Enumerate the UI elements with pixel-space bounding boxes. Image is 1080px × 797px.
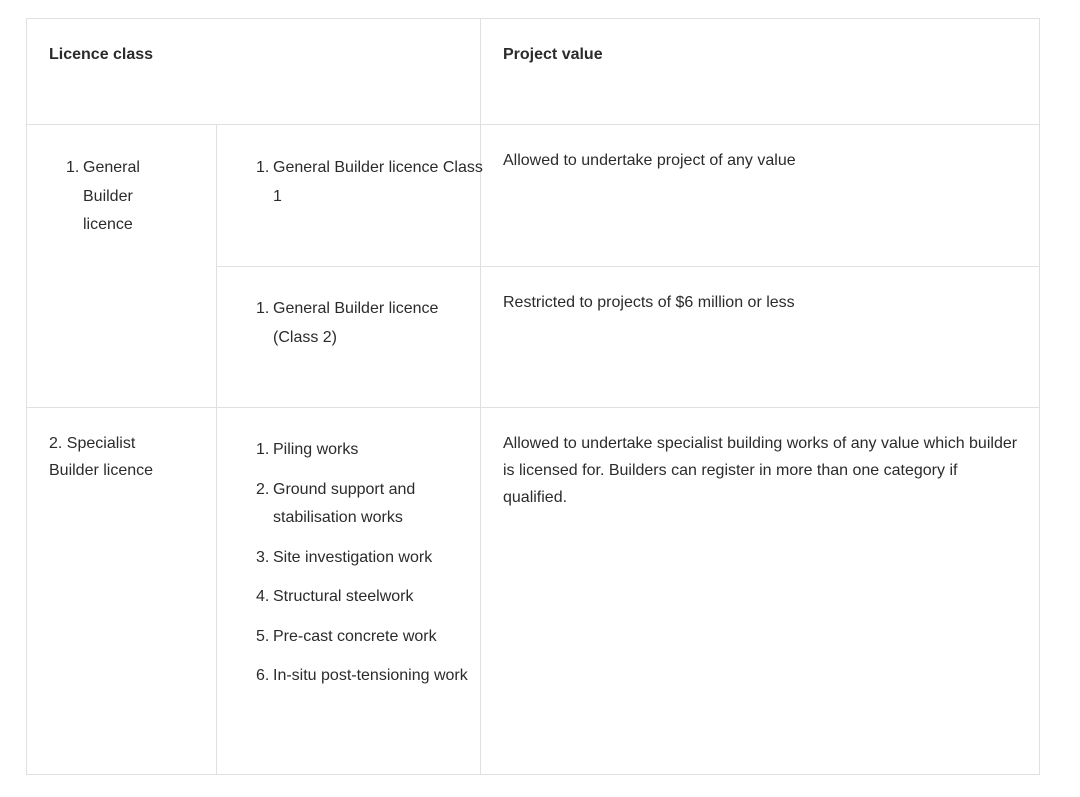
list-item <box>256 476 471 533</box>
list-item <box>256 544 471 573</box>
list-item-number: 4. <box>256 588 270 605</box>
class-general-builder <box>66 154 183 240</box>
class-label: Specialist Builder licence <box>49 435 154 479</box>
subclass-label: General Builder licence Class 1 <box>273 159 483 205</box>
list-item-label: Site investigation work <box>273 548 433 566</box>
list-item-number: 6. <box>256 667 270 684</box>
divider-header-bottom <box>27 124 1039 125</box>
divider-vertical-sub <box>216 124 217 774</box>
class-specialist-builder <box>49 430 179 484</box>
list-item-label: In-situ post-tensioning work <box>273 667 468 684</box>
divider-row1-sub <box>216 266 1039 267</box>
list-item <box>256 583 471 612</box>
class-number: 2. <box>49 435 63 452</box>
list-item-label: Ground support and stabilisation works <box>273 480 416 526</box>
list-item-number: 2. <box>256 480 270 498</box>
list-item-number: 1. <box>256 441 270 458</box>
specialist-works-list <box>256 436 471 691</box>
class-label: General Builder licence <box>83 159 140 233</box>
subclass-general-builder-1 <box>256 154 483 211</box>
class-number: 1. <box>66 159 80 176</box>
list-item-number: 5. <box>256 627 270 645</box>
header-project-value: Project value <box>503 46 603 63</box>
project-value-class-1: Allowed to undertake project of any value <box>503 152 796 169</box>
list-item-number: 3. <box>256 548 270 566</box>
subclass-number: 1. <box>256 300 270 317</box>
licence-table <box>26 18 1040 775</box>
project-value-specialist: Allowed to undertake specialist building works of any value which builder is licensed for. Builders can register in more than one category if qualified. <box>503 435 1018 506</box>
list-item <box>256 623 471 652</box>
subclass-label: General Builder licence (Class 2) <box>273 300 439 346</box>
divider-vertical-main <box>480 19 481 774</box>
subclass-number: 1. <box>256 159 270 176</box>
list-item-label: Piling works <box>273 441 359 458</box>
project-value-class-2: Restricted to projects of $6 million or less <box>503 294 795 311</box>
list-item <box>256 436 471 465</box>
list-item-label: Pre-cast concrete work <box>273 627 437 645</box>
subclass-general-builder-2 <box>256 295 483 352</box>
header-licence-class: Licence class <box>49 46 154 63</box>
list-item-label: Structural steelwork <box>273 588 414 605</box>
divider-row-bottom <box>27 407 1039 408</box>
list-item <box>256 662 471 691</box>
